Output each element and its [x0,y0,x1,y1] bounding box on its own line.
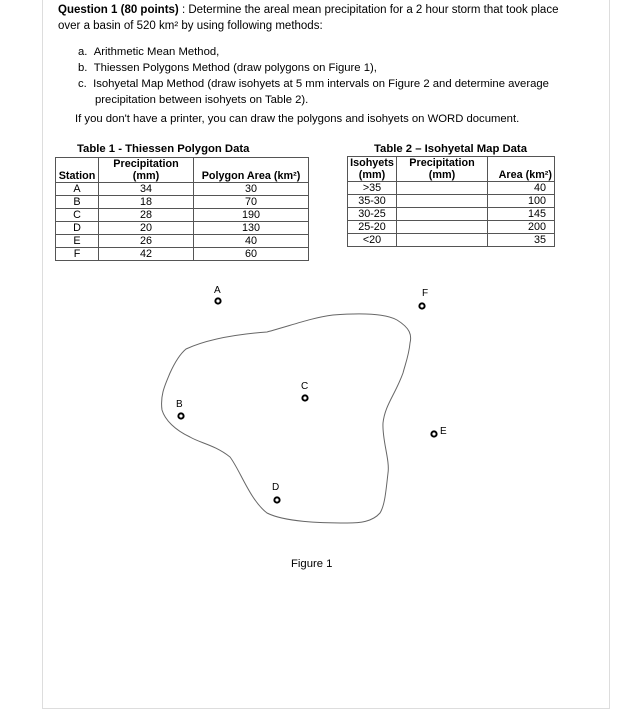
station-marker-c [302,395,307,400]
table-cell: 200 [488,221,555,234]
station-marker-b [178,413,183,418]
table-cell: 40 [488,182,555,195]
header-area: Area (km²) [488,157,555,182]
station-label-b: B [176,399,183,410]
method-b: b. Thiessen Polygons Method (draw polygons on Figure 1), [78,62,377,74]
question-title: Question 1 (80 points) [58,4,179,16]
figure-caption: Figure 1 [291,558,333,570]
table-cell: A [56,183,99,196]
station-label-e: E [440,426,447,437]
table-cell: 60 [194,248,309,261]
table-cell: 25-20 [348,221,397,234]
station-marker-d [274,497,279,502]
table-cell: 35 [488,234,555,247]
table-cell: 28 [99,209,194,222]
method-a: a. Arithmetic Mean Method, [78,46,220,58]
table-cell: E [56,235,99,248]
table-cell: 20 [99,222,194,235]
table-cell: C [56,209,99,222]
station-marker-a [215,298,220,303]
basin-boundary [162,314,411,523]
station-label-c: C [301,381,309,392]
table-cell: B [56,196,99,209]
printer-note: If you don't have a printer, you can draw the polygons and isohyets on WORD document. [75,113,520,125]
table-cell: 34 [99,183,194,196]
table-cell: D [56,222,99,235]
header-area: Polygon Area (km²) [194,158,309,183]
table-cell: F [56,248,99,261]
station-label-a: A [214,285,221,296]
station-label-f: F [422,288,429,299]
station-marker-f [419,303,424,308]
table-cell: 130 [194,222,309,235]
header-isohyets: Isohyets (mm) [348,157,397,182]
table-cell: 190 [194,209,309,222]
table-cell: 145 [488,208,555,221]
table1-title: Table 1 - Thiessen Polygon Data [77,143,250,155]
table-cell: 30 [194,183,309,196]
table-cell: 26 [99,235,194,248]
table-cell: 70 [194,196,309,209]
table-cell: 18 [99,196,194,209]
header-station: Station [56,158,99,183]
table-cell: 100 [488,195,555,208]
method-c: c. Isohyetal Map Method (draw isohyets at 5 mm intervals on Figure 2 and determine average precipitation between isohyets on Table 2). [78,78,549,106]
station-label-d: D [272,482,280,493]
table-cell: 35-30 [348,195,397,208]
table-cell: >35 [348,182,397,195]
table-cell: <20 [348,234,397,247]
station-marker-e [431,431,436,436]
table-cell: 30-25 [348,208,397,221]
table-cell: 40 [194,235,309,248]
header-precip: Precipitation (mm) [99,158,194,183]
question-body: : Determine the areal mean precipitation for a 2 hour storm that took place over a basin of 520 km² by using following methods: [58,4,559,32]
table-cell: 42 [99,248,194,261]
header-precip: Precipitation (mm) [397,157,488,182]
table2-title: Table 2 – Isohyetal Map Data [374,143,527,155]
